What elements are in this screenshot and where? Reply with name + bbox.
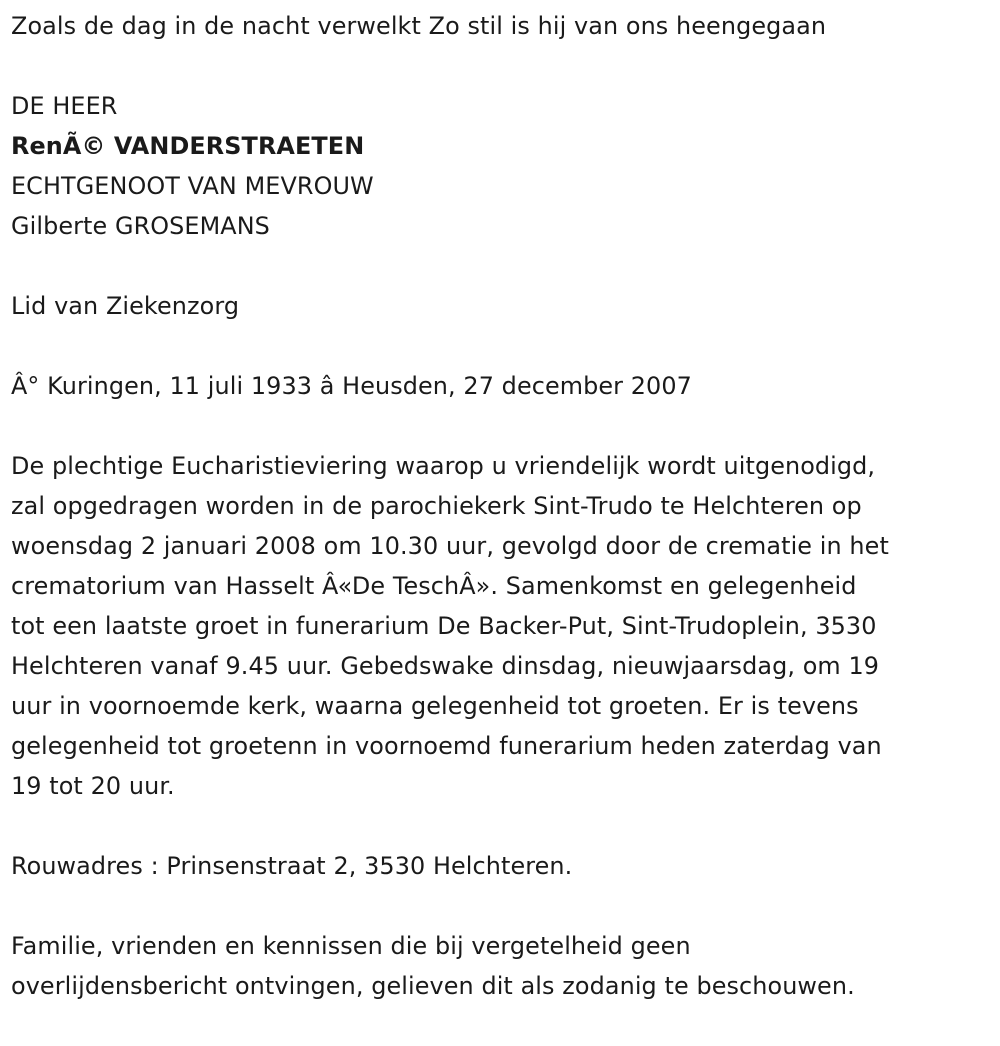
ceremony-line: Helchteren vanaf 9.45 uur. Gebedswake dinsdag, nieuwjaarsdag, om 19 xyxy=(11,652,880,680)
motto-text: Zoals de dag in de nacht verwelkt Zo stil is hij van ons heengegaan xyxy=(11,12,827,40)
closing-line: overlijdensbericht ontvingen, gelieven dit als zodanig te beschouwen. xyxy=(11,972,855,1000)
ceremony-line: woensdag 2 januari 2008 om 10.30 uur, gevolgd door de crematie in het xyxy=(11,532,889,560)
title-prefix: DE HEER xyxy=(11,92,118,120)
spouse-name: Gilberte GROSEMANS xyxy=(11,212,270,240)
ceremony-line: crematorium van Hasselt Â«De TeschÂ». Samenkomst en gelegenheid xyxy=(11,572,857,600)
spacer xyxy=(11,326,991,366)
birth-death-dates: Â° Kuringen, 11 juli 1933 â Heusden, 27 december 2007 xyxy=(11,372,692,400)
membership-text: Lid van Ziekenzorg xyxy=(11,292,240,320)
ceremony-line: uur in voornoemde kerk, waarna gelegenheid tot groeten. Er is tevens xyxy=(11,692,859,720)
ceremony-line: zal opgedragen worden in de parochiekerk Sint-Trudo te Helchteren op xyxy=(11,492,862,520)
spouse-label: ECHTGENOOT VAN MEVROUW xyxy=(11,172,374,200)
spacer xyxy=(11,46,991,86)
mourning-address: Rouwadres : Prinsenstraat 2, 3530 Helchteren. xyxy=(11,852,573,880)
ceremony-line: De plechtige Eucharistieviering waarop u vriendelijk wordt uitgenodigd, xyxy=(11,452,876,480)
spacer xyxy=(11,886,991,926)
spacer xyxy=(11,246,991,286)
deceased-name: RenÃ© VANDERSTRAETEN xyxy=(11,132,365,160)
closing-paragraph xyxy=(11,926,991,1006)
closing-line: Familie, vrienden en kennissen die bij vergetelheid geen xyxy=(11,932,691,960)
spacer xyxy=(11,406,991,446)
spacer xyxy=(11,806,991,846)
ceremony-line: 19 tot 20 uur. xyxy=(11,772,175,800)
obituary-notice xyxy=(11,6,991,1006)
ceremony-paragraph xyxy=(11,446,991,806)
ceremony-line: gelegenheid tot groetenn in voornoemd funerarium heden zaterdag van xyxy=(11,732,882,760)
ceremony-line: tot een laatste groet in funerarium De Backer-Put, Sint-Trudoplein, 3530 xyxy=(11,612,877,640)
